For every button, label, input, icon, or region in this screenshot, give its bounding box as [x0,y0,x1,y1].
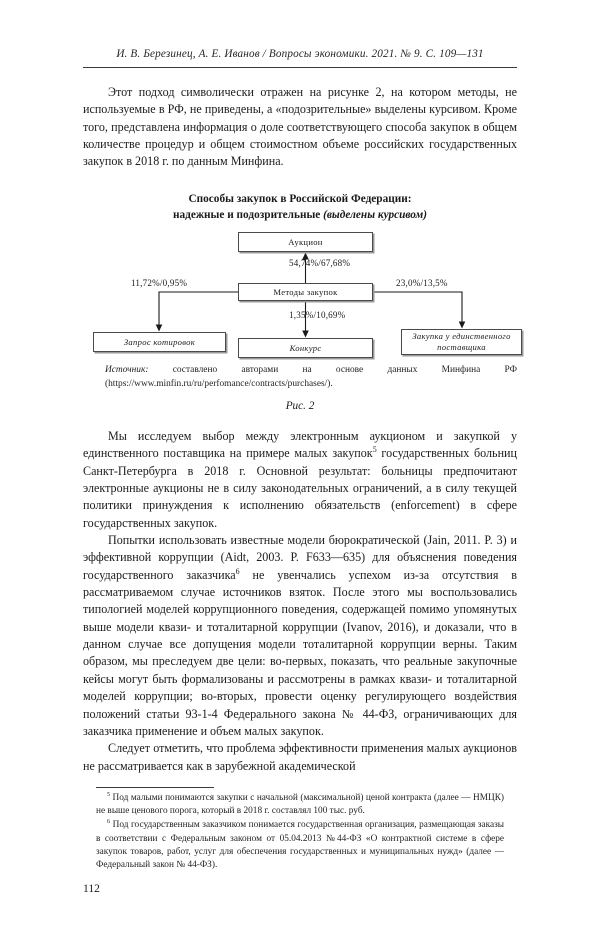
edge-label-single-supplier: 23,0%/13,5% [396,278,448,288]
running-head: И. В. Березинец, А. Е. Иванов / Вопросы экономики. 2021. № 9. С. 109—131 [116,48,484,60]
paragraph-2-text-a: Мы исследуем выбор между электронным аукционом и закупкой у единственного поставщика на примере малых закупок [83,429,517,461]
paragraph-2 [83,428,517,532]
footnote-5 [96,792,504,818]
figure-source-note [105,363,517,391]
figure-title-line2-italic: (выделены курсивом) [323,208,428,221]
figure-source-text: составлено авторами на основе данных Минфина РФ (https://www.minfin.ru/ru/perfomance/contracts/purchases/). [105,365,517,389]
node-procurement-methods: Методы закупок [238,283,373,301]
figure-source-label: Источник: [105,365,149,375]
footnote-5-marker: 5 [107,791,111,798]
paragraph-block-top [83,84,517,171]
paragraph-block-bottom [83,428,517,775]
footnote-6-text: Под государственным заказчиком понимается государственная организация, размещающая заказы в соответствии с Федеральным законом от 05.04.2013 №44-ФЗ «О контрактной системе в сфере закупок товаров, работ, услуг для обеспечения государственных и муниципальных нужд» (далее — Федеральный закон № 44-ФЗ). [96,820,504,871]
paragraph-3 [83,532,517,740]
figure-title-line2: надежные и подозрительные [172,208,324,221]
page-number: 112 [83,882,100,895]
figure-title [83,192,517,223]
node-auction: Аукцион [238,232,373,252]
figure-title-line1: Способы закупок в Российской Федерации: [188,193,412,205]
footnote-5-text: Под малыми понимаются закупки с начальной (максимальной) ценой контракта (далее — НМЦК) не выше ценового порога, который в 2018 г. составлял 100 тыс. руб. [96,793,504,817]
node-quotation-request: Запрос котировок [93,332,226,352]
node-single-supplier: Закупка у единственного поставщика [401,329,522,355]
running-head-rule [83,67,517,68]
footnote-ref-6[interactable]: 6 [235,566,240,576]
footnote-6-marker: 6 [107,819,111,826]
paragraph-3-text-a: Попытки использовать известные модели бюрократической (Jain, 2011. P. 3) и эффективной коррупции (Aidt, 2003. P. F633—635) для объяснения поведения государственного заказчика [83,533,517,582]
edge-label-contest: 1,35%/10,69% [289,310,346,320]
footnote-block [96,792,504,873]
footnote-ref-5[interactable]: 5 [372,445,377,455]
footnote-6 [96,819,504,872]
paragraph-2-text-b: государственных больниц Санкт-Петербурга в 2018 г. Основной результат: больницы предпочитают электронные аукционы не в силу законодательных ограничений, а в силу текущей политики принуждения к исполнению обязательств (enforcement) в сфере государственных закупок. [83,446,517,530]
edge-label-quotation-request: 11,72%/0,95% [131,278,188,288]
paragraph-4: Следует отметить, что проблема эффективности применения малых аукционов не рассматривается как в зарубежной академической [83,741,517,773]
node-contest: Конкурс [238,338,373,358]
paragraph-1: Этот подход символически отражен на рисунке 2, на котором методы, не используемые в РФ, не приведены, а «подозрительные» выделены курсивом. Кроме того, представлена информация о доле соответствующего способа закупок в общем количестве процедур и общем стоимостном объеме российских государственных закупок в 2018 г. по данным Минфина. [83,85,517,169]
footnote-separator [96,787,214,788]
edge-label-auction: 54,74%/67,68% [289,258,351,268]
figure-caption: Рис. 2 [285,400,315,412]
procurement-methods-diagram [83,228,517,360]
paragraph-3-text-b: не увенчались успехом из-за отсутствия в рассматриваемом случае источников взяток. После этого мы воспользовались типологией моделей коррупционного поведения, содержащей помимо упомянутых выше модели квази- и тоталитарной коррупции (Ivanov, 2016), и доказали, что в данном случае все допущения модели тоталитарной коррупции верны. Таким образом, мы преследуем две цели: во-первых, показать, что реальные закупочные кейсы могут быть формализованы и рассмотрены в рамках квази- и тоталитарной моделей коррупции; во-вторых, провести оценку регулирующего воздействия положений статьи 93-1-4 Федерального закона № 44-ФЗ, ограничивающих для заказчика применение и объем малых закупок. [83,567,517,738]
